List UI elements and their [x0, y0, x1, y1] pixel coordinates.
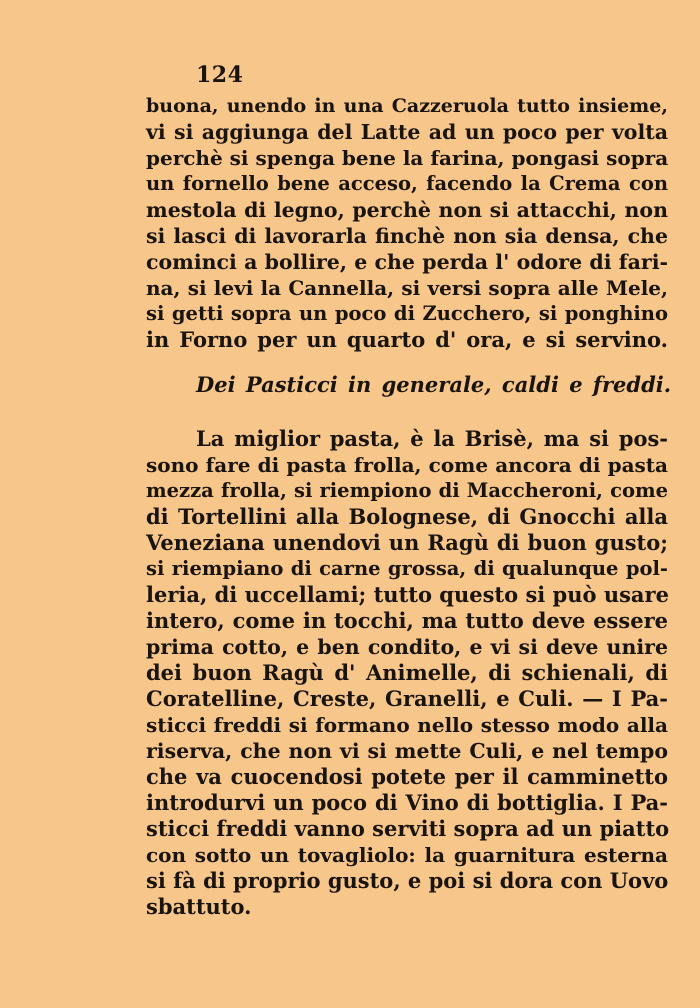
text-line: si riempiano di carne grossa, di qualunque pol-: [146, 557, 668, 580]
text-line: na, si levi la Cannella, si versi sopra alle Mele,: [146, 276, 668, 300]
text-line: introdurvi un poco di Vino di bottiglia. I Pa-: [146, 790, 668, 815]
text-line: con sotto un tovagliolo: la guarnitura esterna: [146, 843, 668, 867]
text-line: buona, unendo in una Cazzeruola tutto insieme,: [146, 95, 668, 117]
text-line: Coratelline, Creste, Granelli, e Culi. — I Pa-: [146, 686, 668, 711]
text-line: Veneziana unendovi un Ragù di buon gusto;: [146, 530, 668, 555]
text-line: riserva, che non vi si mette Culi, e nel tempo: [146, 739, 668, 763]
text-line: che va cuocendosi potete per il camminetto: [146, 764, 668, 789]
text-line: di Tortellini alla Bolognese, di Gnocchi alla: [146, 504, 668, 529]
text-line: mezza frolla, si riempiono di Maccheroni, come: [146, 479, 668, 502]
text-line: vi si aggiunga del Latte ad un poco per volta: [146, 120, 668, 144]
text-line: si fà di proprio gusto, e poi si dora con Uovo: [146, 868, 669, 893]
text-line: dei buon Ragù d' Animelle, di schienali, di: [146, 660, 668, 685]
text-line: perchè si spenga bene la farina, pongasi sopra: [146, 146, 669, 170]
text-line: in Forno per un quarto d' ora, e si servino.: [146, 327, 668, 352]
text-line: intero, come in tocchi, ma tutto deve essere: [146, 608, 668, 633]
text-line: cominci a bollire, e che perda l' odore di fari-: [146, 250, 668, 274]
text-line: sbattuto.: [146, 894, 252, 919]
text-line: sticci freddi vanno serviti sopra ad un piatto: [146, 816, 670, 841]
text-line: si lasci di lavorarla finchè non sia densa, che: [146, 224, 668, 248]
section-heading: Dei Pasticci in generale, caldi e freddi.: [196, 372, 672, 397]
text-line: mestola di legno, perchè non si attacchi, non: [146, 198, 668, 222]
text-line: prima cotto, e ben condito, e vi si deve unire: [146, 635, 668, 659]
text-line: un fornello bene acceso, facendo la Crema con: [146, 172, 668, 195]
text-line: leria, di uccellami; tutto questo si può usare: [146, 582, 669, 607]
page-number: 124: [196, 62, 244, 88]
text-line: si getti sopra un poco di Zucchero, si ponghino: [146, 302, 668, 325]
text-line: sono fare di pasta frolla, come ancora di pasta: [146, 453, 668, 477]
text-line: La miglior pasta, è la Brisè, ma si pos-: [196, 426, 668, 451]
text-line: sticci freddi si formano nello stesso modo alla: [146, 713, 668, 737]
